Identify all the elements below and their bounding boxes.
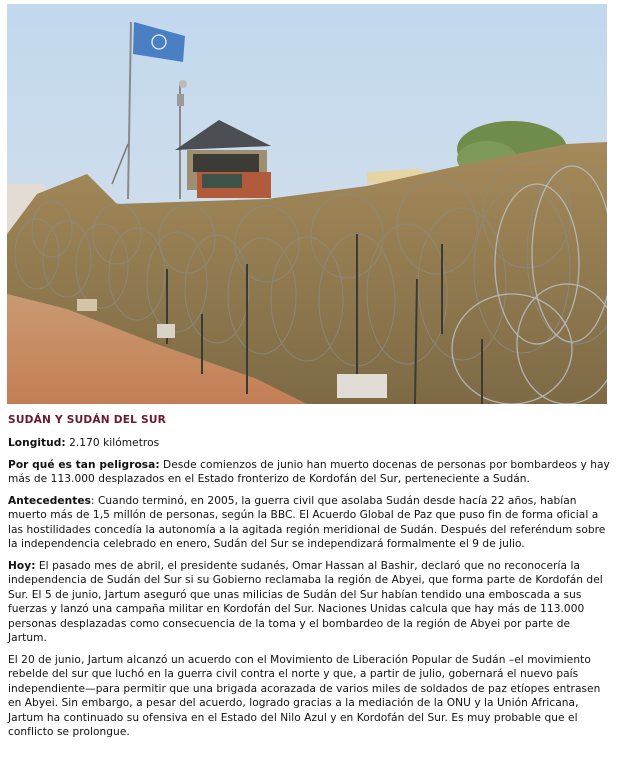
text-why-dangerous: Desde comienzos de junio han muerto docenas de personas por bombardeos y hay más de 113.000 desplazados en el Estado fronterizo de Kordofán del Sur, perteneciente a Sudán. xyxy=(8,458,610,485)
section-heading: SUDÁN Y SUDÁN DEL SUR xyxy=(8,414,166,426)
label-today: Hoy: xyxy=(8,559,36,572)
label-length: Longitud: xyxy=(8,437,66,449)
paragraph-agreement xyxy=(8,653,612,740)
article-body xyxy=(8,413,612,747)
article-photo xyxy=(7,4,607,404)
text-length: 2.170 kilómetros xyxy=(65,437,160,449)
paragraph-why-dangerous xyxy=(8,458,612,487)
text-agreement: El 20 de junio, Jartum alcanzó un acuerdo con el Movimiento de Liberación Popular de Sudán –el movimiento rebelde del sur que luchó en la guerra civil contra el norte y que, a partir de julio, gobernará el nuevo país independiente—para permitir que una brigada acorazada de varios miles de soldados de paz etíopes entrasen en Abyei. Sin embargo, a pesar del acuerdo, logrado gracias a la mediación de la ONU y la Unión Africana, Jartum ha continuado su ofensiva en el Estado del Nilo Azul y en Kordofán del Sur. Es muy probable que el conflicto se prolongue. xyxy=(8,653,601,738)
text-background: : Cuando terminó, en 2005, la guerra civil que asolaba Sudán desde hacía 22 años, habían muerto más de 1,5 millón de personas, según la BBC. El Acuerdo Global de Paz que puso fin de forma oficial a las hostilidades concedía la autonomía a la agitada región meridional de Sudán. Después del referéndum sobre la independencia celebrado en enero, Sudán del Sur se independizará formalmente el 9 de julio. xyxy=(8,494,606,550)
paragraph-background xyxy=(8,494,612,552)
label-why-dangerous: Por qué es tan peligrosa: xyxy=(8,458,160,471)
text-today: El pasado mes de abril, el presidente sudanés, Omar Hassan al Bashir, declaró que no reconocería la independencia de Sudán del Sur si su Gobierno reclamaba la región de Abyei, que forma parte de Kordofán del Sur. El 5 de junio, Jartum aseguró que unas milicias de Sudán del Sur habían tendido una emboscada a sus fuerzas y lanzó una campaña militar en Kordofán del Sur. Naciones Unidas calcula que hay más de 113.000 personas desplazadas como consecuencia de la toma y el bombardeo de la región de Abyei por parte de Jartum. xyxy=(8,559,603,644)
border-fence-image xyxy=(7,4,607,404)
paragraph-length xyxy=(8,436,612,451)
paragraph-today xyxy=(8,559,612,646)
label-background: Antecedentes xyxy=(8,494,91,507)
